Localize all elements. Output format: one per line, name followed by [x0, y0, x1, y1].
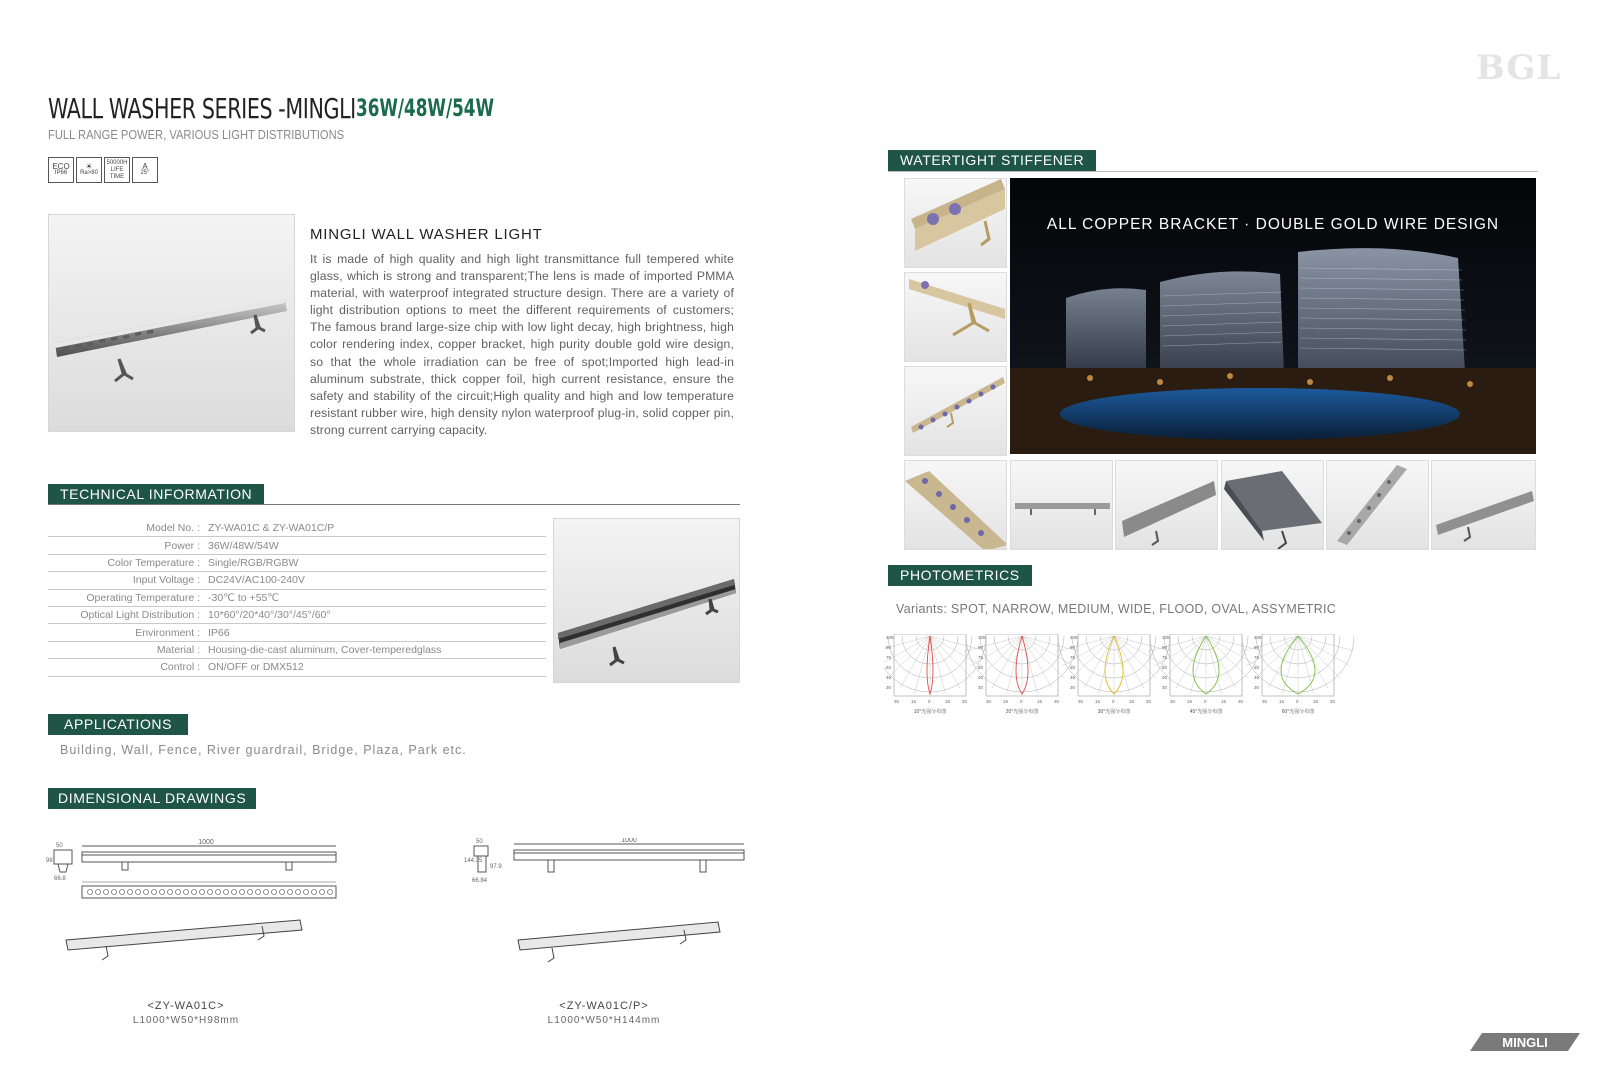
polar-angle-label: 30 [1238, 699, 1244, 704]
night-scene-photo [1010, 178, 1536, 454]
drawing-size-label: L1000*W50*H98mm [132, 1015, 240, 1026]
polar-angle-label: 30 [894, 699, 900, 704]
spec-table [48, 520, 546, 677]
polar-angle-label: 15 [1129, 699, 1135, 704]
polar-angle-label: 15 [1221, 699, 1227, 704]
wattage-label: 36W/48W/54W [356, 94, 495, 122]
polar-angle-label: 15 [1187, 699, 1193, 704]
drawing-model-label: <ZY-WA01C> [147, 1000, 225, 1012]
polar-chart-label: 45°光强分布图 [1189, 709, 1223, 715]
page-title: WALL WASHER SERIES -MINGLI [48, 92, 356, 125]
photometric-chart [1148, 634, 1264, 715]
polar-scale-label: 60 [1070, 665, 1076, 670]
polar-chart-label: 20°光强分布图 [1005, 709, 1039, 715]
polar-angle-label: 30 [1146, 699, 1152, 704]
eco-icon: ECO IP66 [48, 157, 74, 183]
polar-angle-label: 0 [1112, 699, 1115, 704]
polar-chart-label: 10°光强分布图 [913, 709, 947, 715]
polar-scale-label: 45 [978, 675, 984, 680]
polar-scale-label: 75 [1254, 655, 1260, 660]
polar-scale-label: 75 [886, 655, 892, 660]
polar-angle-label: 15 [1037, 699, 1043, 704]
polar-angle-label: 30 [1054, 699, 1060, 704]
polar-angle-label: 30 [986, 699, 992, 704]
stiffener-thumb [904, 366, 1007, 456]
polar-scale-label: 60 [1254, 665, 1260, 670]
polar-scale-label: 30 [1254, 685, 1260, 690]
applications-text: Building, Wall, Fence, River guardrail, Bridge, Plaza, Park etc. [60, 743, 467, 757]
lifetime-icon: 50000H LIFE TIME [104, 157, 130, 183]
polar-scale-label: 30 [978, 685, 984, 690]
section-watertight-stiffener: WATERTIGHT STIFFENER [888, 150, 1096, 171]
section-photometrics: PHOTOMETRICS [888, 565, 1032, 586]
polar-scale-label: 60 [1162, 665, 1168, 670]
spec-row: Color Temperature : Single/RGB/RGBW [48, 554, 546, 571]
polar-angle-label: 30 [1262, 699, 1268, 704]
drawing-dim-width: 50 [476, 839, 483, 845]
polar-angle-label: 0 [1296, 699, 1299, 704]
spec-row: Optical Light Distribution : 10*60°/20*40°/30°/45°/60° [48, 606, 546, 623]
polar-scale-label: 75 [1162, 655, 1168, 660]
drawing-dim-height: 144.35 [464, 858, 483, 864]
section-dimensional-drawings: DIMENSIONAL DRAWINGS [48, 788, 256, 809]
polar-angle-label: 15 [1003, 699, 1009, 704]
photometric-chart [1056, 634, 1172, 715]
polar-angle-label: 15 [1279, 699, 1285, 704]
polar-scale-label: 60 [978, 665, 984, 670]
polar-chart-label: 30°光强分布图 [1097, 709, 1131, 715]
product-photo-secondary [553, 518, 740, 683]
drawing-dim-mid: 97.9 [490, 864, 502, 870]
cri-icon: ☀ Ra>80 [76, 157, 102, 183]
stiffener-caption: ALL COPPER BRACKET · DOUBLE GOLD WIRE DESIGN [1046, 216, 1500, 233]
drawing-length-label: 1000 [198, 839, 214, 846]
drawing-model-label: <ZY-WA01C/P> [559, 1000, 649, 1012]
spec-row: Environment : IP66 [48, 624, 546, 641]
spec-row: Power : 36W/48W/54W [48, 537, 546, 554]
stiffener-thumb [904, 460, 1007, 550]
stiffener-thumb [904, 178, 1007, 268]
polar-angle-label: 15 [945, 699, 951, 704]
polar-scale-label: 105 [886, 635, 894, 640]
stiffener-thumb [1115, 460, 1218, 550]
spec-row: Material : Housing-die-cast aluminum, Cover-temperedglass [48, 641, 546, 658]
polar-angle-label: 0 [1204, 699, 1207, 704]
section-divider [888, 171, 1538, 172]
drawing-dim-height: 98 [46, 858, 53, 864]
stiffener-thumb [1431, 460, 1536, 550]
photometrics-variants: Variants: SPOT, NARROW, MEDIUM, WIDE, FLOOD, OVAL, ASSYMETRIC [896, 602, 1337, 616]
section-divider [48, 504, 740, 505]
polar-scale-label: 45 [1162, 675, 1168, 680]
polar-scale-label: 105 [1070, 635, 1078, 640]
polar-scale-label: 105 [1162, 635, 1170, 640]
polar-scale-label: 45 [1254, 675, 1260, 680]
drawing-dim-width: 50 [56, 843, 63, 849]
drawing-dim-base: 66.84 [472, 878, 488, 884]
stiffener-thumb [904, 272, 1007, 362]
stiffener-thumb [1326, 460, 1429, 550]
polar-scale-label: 90 [1254, 645, 1260, 650]
polar-angle-label: 30 [1330, 699, 1336, 704]
polar-angle-label: 15 [1095, 699, 1101, 704]
polar-scale-label: 90 [978, 645, 984, 650]
polar-scale-label: 105 [978, 635, 986, 640]
polar-angle-label: 0 [1020, 699, 1023, 704]
footer-brand-text: MINGLI [1502, 1035, 1548, 1050]
spec-row: Control : ON/OFF or DMX512 [48, 659, 546, 676]
polar-scale-label: 30 [1070, 685, 1076, 690]
polar-scale-label: 60 [886, 665, 892, 670]
polar-scale-label: 90 [1162, 645, 1168, 650]
section-technical-information: TECHNICAL INFORMATION [48, 484, 264, 505]
polar-scale-label: 45 [1070, 675, 1076, 680]
brand-logo: BGL [1476, 48, 1562, 88]
polar-chart-label: 60°光强分布图 [1281, 709, 1315, 715]
photometric-charts-svg [884, 634, 1354, 724]
spec-row: Model No. : ZY-WA01C & ZY-WA01C/P [48, 520, 546, 537]
polar-angle-label: 15 [1313, 699, 1319, 704]
drawing-zy-wa01c [46, 838, 346, 968]
spec-row: Operating Temperature : -30℃ to +55℃ [48, 589, 546, 606]
footer-brand-tag [1470, 1031, 1580, 1058]
feature-badges [48, 157, 158, 183]
polar-scale-label: 105 [1254, 635, 1262, 640]
polar-scale-label: 30 [886, 685, 892, 690]
stiffener-thumb [1221, 460, 1324, 550]
spec-row: Input Voltage : DC24V/AC100-240V [48, 572, 546, 589]
polar-scale-label: 45 [886, 675, 892, 680]
drawing-dim-base: 66.8 [54, 876, 66, 882]
drawing-zy-wa01c-p [464, 838, 754, 968]
polar-angle-label: 30 [1078, 699, 1084, 704]
drawing-size-label: L1000*W50*H144mm [547, 1015, 661, 1026]
photometric-chart [1240, 634, 1354, 715]
polar-angle-label: 30 [962, 699, 968, 704]
drawing-length-label: 1000 [621, 838, 637, 844]
photometric-chart [964, 634, 1080, 715]
product-name: MINGLI WALL WASHER LIGHT [310, 226, 543, 243]
beam-angle-icon: A 25° [132, 157, 158, 183]
polar-scale-label: 75 [1070, 655, 1076, 660]
photometric-chart [884, 634, 988, 715]
polar-angle-label: 0 [928, 699, 931, 704]
polar-angle-label: 30 [1170, 699, 1176, 704]
polar-scale-label: 90 [1070, 645, 1076, 650]
product-description: It is made of high quality and high light transmittance full tempered white glass, which is strong and transparent;The lens is made of imported PMMA material, with waterproof integrated structure design. There are a variety of light distribution options to meet the different requirements of customers; The famous brand large-size chip with low light decay, high brightness, high color rendering index, copper bracket, high purity double gold wire design, so that the whole irradiation can be free of spot;Imported high lead-in aluminum substrate, thick copper foil, high current resistance, ensure the safety and stability of the circuit;High quality and high and low temperature resistant rubber wire, high density nylon waterproof plug-in, solid copper pin, strong current carrying capacity. [310, 252, 734, 437]
polar-scale-label: 30 [1162, 685, 1168, 690]
section-applications: APPLICATIONS [48, 714, 188, 735]
polar-scale-label: 75 [978, 655, 984, 660]
photometric-charts [884, 634, 1354, 724]
product-photo [48, 214, 295, 432]
stiffener-thumb [1010, 460, 1113, 550]
polar-scale-label: 90 [886, 645, 892, 650]
page-subtitle: FULL RANGE POWER, VARIOUS LIGHT DISTRIBUTIONS [48, 127, 345, 142]
polar-angle-label: 15 [911, 699, 917, 704]
